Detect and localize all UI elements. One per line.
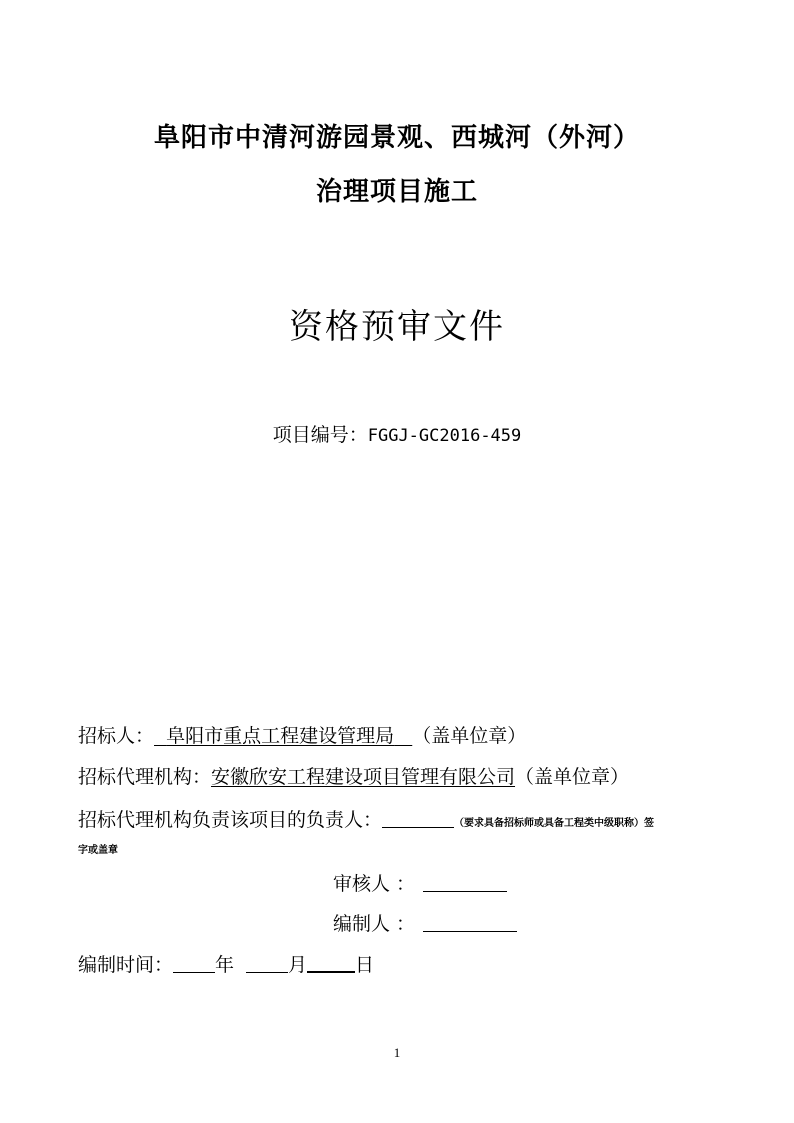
agency-value: 安徽欣安工程建设项目管理有限公司 bbox=[211, 766, 516, 788]
compile-date-label: 编制时间： bbox=[78, 954, 174, 976]
project-title-line-2: 治理项目施工 bbox=[315, 177, 478, 207]
reviewer-signature-blank bbox=[423, 873, 507, 892]
compiler-row bbox=[333, 909, 517, 936]
month-blank bbox=[246, 954, 288, 973]
compiler-label: 编制人 ： bbox=[333, 913, 416, 935]
agency-person-label: 招标代理机构负责该项目的负责人： bbox=[78, 809, 383, 831]
page-number: 1 bbox=[393, 1045, 401, 1060]
agency-person-note-continued: 字或盖章 bbox=[78, 845, 118, 856]
tenderer-row bbox=[78, 721, 526, 748]
tenderer-value: 阜阳市重点工程建设管理局 bbox=[166, 725, 395, 747]
compiler-signature-blank bbox=[423, 913, 517, 932]
tenderer-seal-note: （盖单位章） bbox=[412, 725, 527, 747]
reviewer-label: 审核人 ： bbox=[333, 873, 416, 895]
day-label: 日 bbox=[355, 954, 375, 976]
project-number-code: FGGJ-GC2016-459 bbox=[367, 426, 522, 446]
day-blank bbox=[307, 953, 355, 973]
year-blank bbox=[173, 954, 215, 973]
document-title: 资格预审文件 bbox=[289, 307, 505, 347]
reviewer-row bbox=[333, 869, 507, 896]
agency-row bbox=[78, 762, 629, 789]
agency-seal-note: （盖单位章） bbox=[515, 766, 630, 788]
year-label: 年 bbox=[215, 954, 235, 976]
compile-date-row bbox=[78, 950, 374, 977]
agency-person-requirement-note: （要求具备招标师或具备工程类中级职称）签 bbox=[454, 818, 655, 829]
project-number-label: 项目编号： bbox=[272, 424, 368, 446]
agency-person-row bbox=[78, 805, 654, 832]
month-label: 月 bbox=[288, 954, 308, 976]
project-number bbox=[0, 420, 794, 447]
agency-label: 招标代理机构： bbox=[78, 766, 212, 788]
tenderer-label: 招标人： bbox=[78, 725, 155, 747]
agency-person-signature-blank bbox=[382, 809, 454, 828]
project-title-line-1: 阜阳市中清河游园景观、西城河（外河） bbox=[153, 123, 640, 153]
